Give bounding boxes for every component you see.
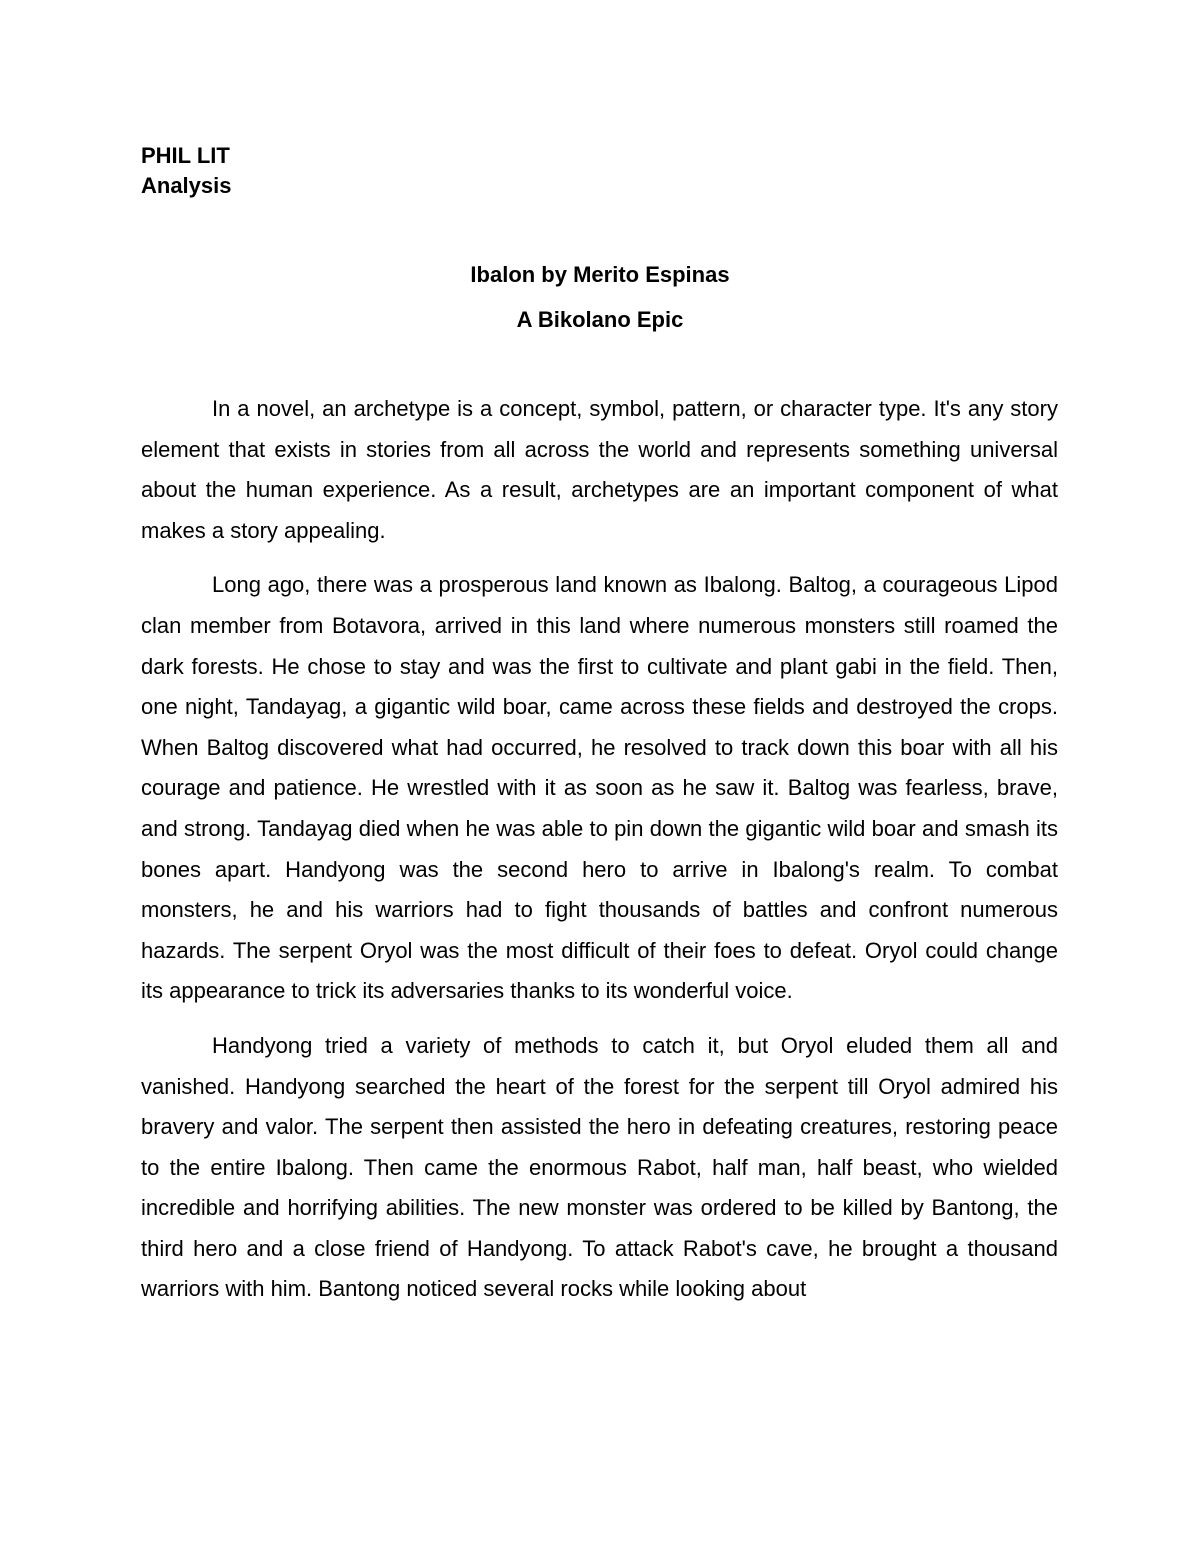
document-body <box>141 389 1058 1324</box>
assignment-label: Analysis <box>141 173 232 198</box>
document-title: Ibalon by Merito Espinas <box>470 262 730 287</box>
paragraph: Handyong tried a variety of methods to catch it, but Oryol eluded them all and vanished. Handyong searched the heart of the forest for the serpent till Oryol admired his bravery and valor. The serpent then assisted the hero in defeating creatures, restoring peace to the entire Ibalong. Then came the enormous Rabot, half man, half beast, who wielded incredible and horrifying abilities. The new monster was ordered to be killed by Bantong, the third hero and a close friend of Handyong. To attack Rabot's cave, he brought a thousand warriors with him. Bantong noticed several rocks while looking about <box>141 1032 1058 1302</box>
document-header <box>141 141 232 201</box>
paragraph: Long ago, there was a prosperous land known as Ibalong. Baltog, a courageous Lipod clan member from Botavora, arrived in this land where numerous monsters still roamed the dark forests. He chose to stay and was the first to cultivate and plant gabi in the field. Then, one night, Tandayag, a gigantic wild boar, came across these fields and destroyed the crops. When Baltog discovered what had occurred, he resolved to track down this boar with all his courage and patience. He wrestled with it as soon as he saw it. Baltog was fearless, brave, and strong. Tandayag died when he was able to pin down the gigantic wild boar and smash its bones apart. Handyong was the second hero to arrive in Ibalong's realm. To combat monsters, he and his warriors had to fight thousands of battles and confront numerous hazards. The serpent Oryol was the most difficult of their foes to defeat. Oryol could change its appearance to trick its adversaries thanks to its wonderful voice. <box>141 572 1058 1004</box>
paragraph: In a novel, an archetype is a concept, symbol, pattern, or character type. It's any story element that exists in stories from all across the world and represents something universal about the human experience. As a result, archetypes are an important component of what makes a story appealing. <box>141 396 1058 543</box>
course-label: PHIL LIT <box>141 143 230 168</box>
document-subtitle: A Bikolano Epic <box>516 307 684 332</box>
